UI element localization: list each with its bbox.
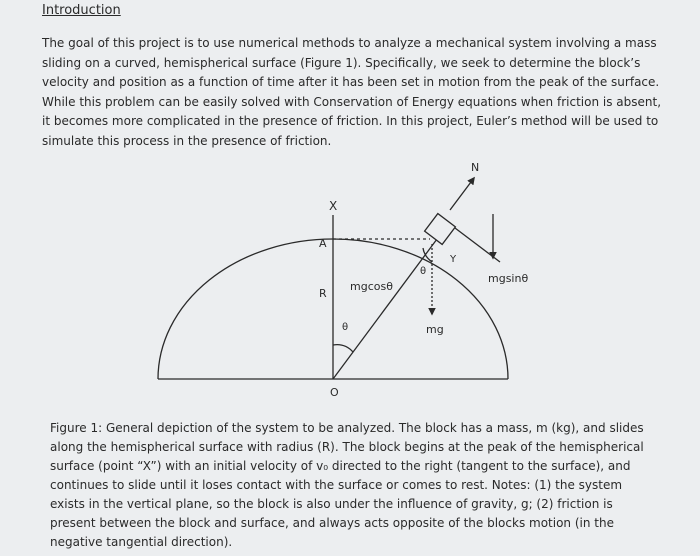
label-r: R: [319, 287, 327, 300]
label-y: Y: [450, 254, 457, 265]
label-theta-top: θ: [420, 266, 427, 277]
label-mg: mg: [426, 323, 444, 336]
label-mgsin: mgsinθ: [488, 272, 529, 285]
label-o: O: [330, 386, 339, 399]
intro-paragraph: The goal of this project is to use numerical methods to analyze a mechanical system involving a mass sliding on a curved, hemispherical surface (Figure 1). Specifically, we seek to determine the block’s velocity and position as a function of time after it has been set in motion from the peak of the surface. While this problem can be easily solved with Conservation of Energy equations when friction is absent, it becomes more complicated in the presence of friction. In this project, Euler’s method will be used to simulate this process in the presence of friction.: [42, 36, 662, 148]
label-x: X: [329, 199, 338, 213]
sliding-block: [425, 214, 456, 245]
figure-caption: Figure 1: General depiction of the system to be analyzed. The block has a mass, m (kg), and slides along the hemispherical surface with radius (R). The block begins at the peak of the hemispherical surface (point “X”) with an initial velocity of v₀ directed to the right (tangent to the surface), and continues to slide until it loses contact with the surface or comes to rest. Notes: (1) the system exists in the vertical plane, so the block is also under the influence of gravity, g; (2) friction is present between the block and surface, and always acts opposite of the blocks motion (in the negative tangential direction).: [50, 421, 644, 549]
radius-to-block: [333, 235, 440, 379]
label-n: N: [471, 161, 480, 174]
section-heading: Introduction: [42, 3, 121, 18]
theta-arc-bottom: [333, 345, 353, 352]
label-a: A: [319, 237, 327, 250]
normal-force-arrow: [450, 178, 474, 210]
label-mgcos: mgcosθ: [350, 280, 393, 293]
label-theta-bottom: θ: [342, 322, 349, 333]
